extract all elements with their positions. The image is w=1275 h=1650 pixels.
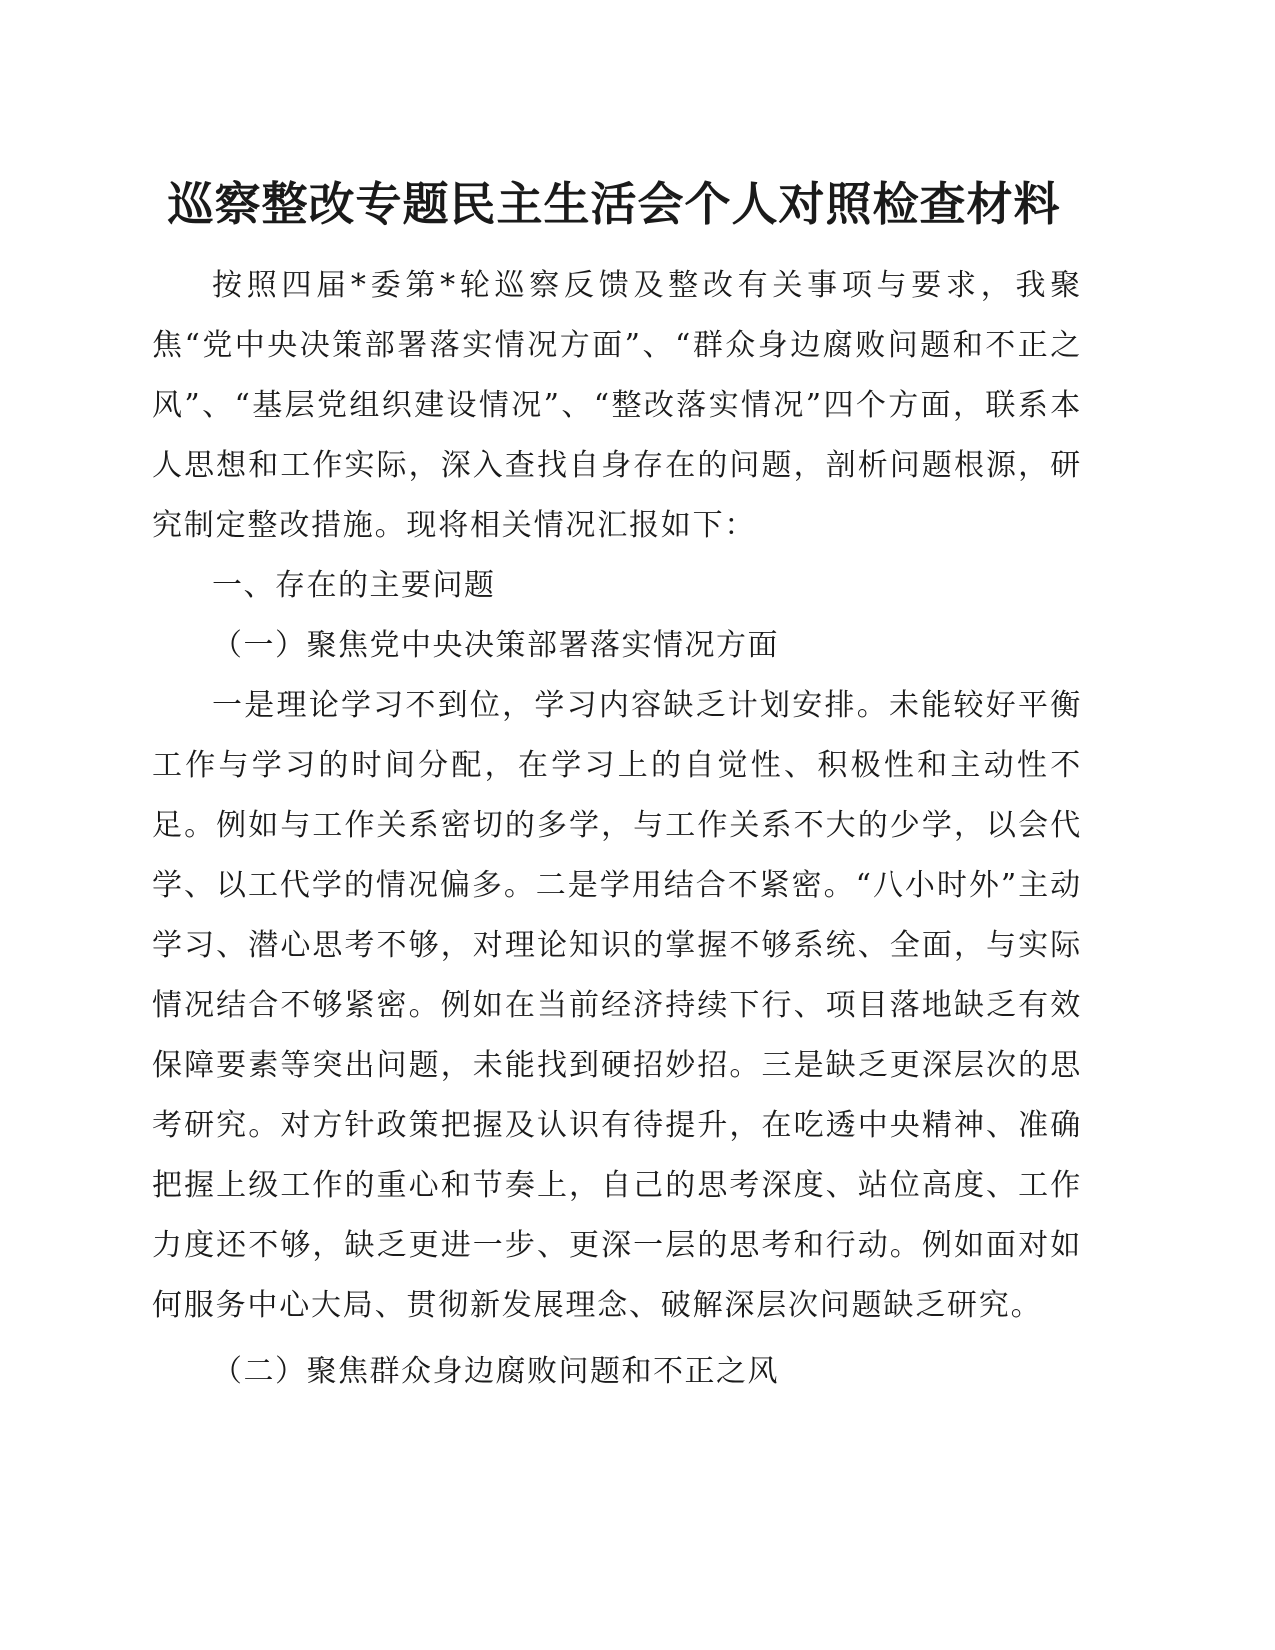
subsection-1-paragraph: 一是理论学习不到位，学习内容缺乏计划安排。未能较好平衡工作与学习的时间分配，在学习上的自觉性、积极性和主动性不足。例如与工作关系密切的多学，与工作关系不大的少学，以会代学、以工代学的情况偏多。二是学用结合不紧密。“八小时外”主动学习、潜心思考不够，对理论知识的掌握不够系统、全面，与实际情况结合不够紧密。例如在当前经济持续下行、项目落地缺乏有效保障要素等突出问题，未能找到硬招妙招。三是缺乏更深层次的思考研究。对方针政策把握及认识有待提升，在吃透中央精神、准确把握上级工作的重心和节奏上，自己的思考深度、站位高度、工作力度还不够，缺乏更进一步、更深一层的思考和行动。例如面对如何服务中心大局、贯彻新发展理念、破解深层次问题缺乏研究。 — [152, 688, 1082, 1323]
subsection-heading-1: （一）聚焦党中央决策部署落实情况方面 — [212, 628, 779, 663]
subsection-heading-2: （二）聚焦群众身边腐败问题和不正之风 — [212, 1354, 779, 1389]
intro-paragraph: 按照四届*委第*轮巡察反馈及整改有关事项与要求，我聚焦“党中央决策部署落实情况方面”、“群众身边腐败问题和不正之风”、“基层党组织建设情况”、“整改落实情况”四个方面，联系本人思想和工作实际，深入查找自身存在的问题，剖析问题根源，研究制定整改措施。现将相关情况汇报如下： — [152, 268, 1082, 543]
section-heading-main-problems: 一、存在的主要问题 — [212, 568, 496, 603]
document-body — [152, 168, 1082, 1402]
document-title: 巡察整改专题民主生活会个人对照检查材料 — [167, 177, 1061, 231]
